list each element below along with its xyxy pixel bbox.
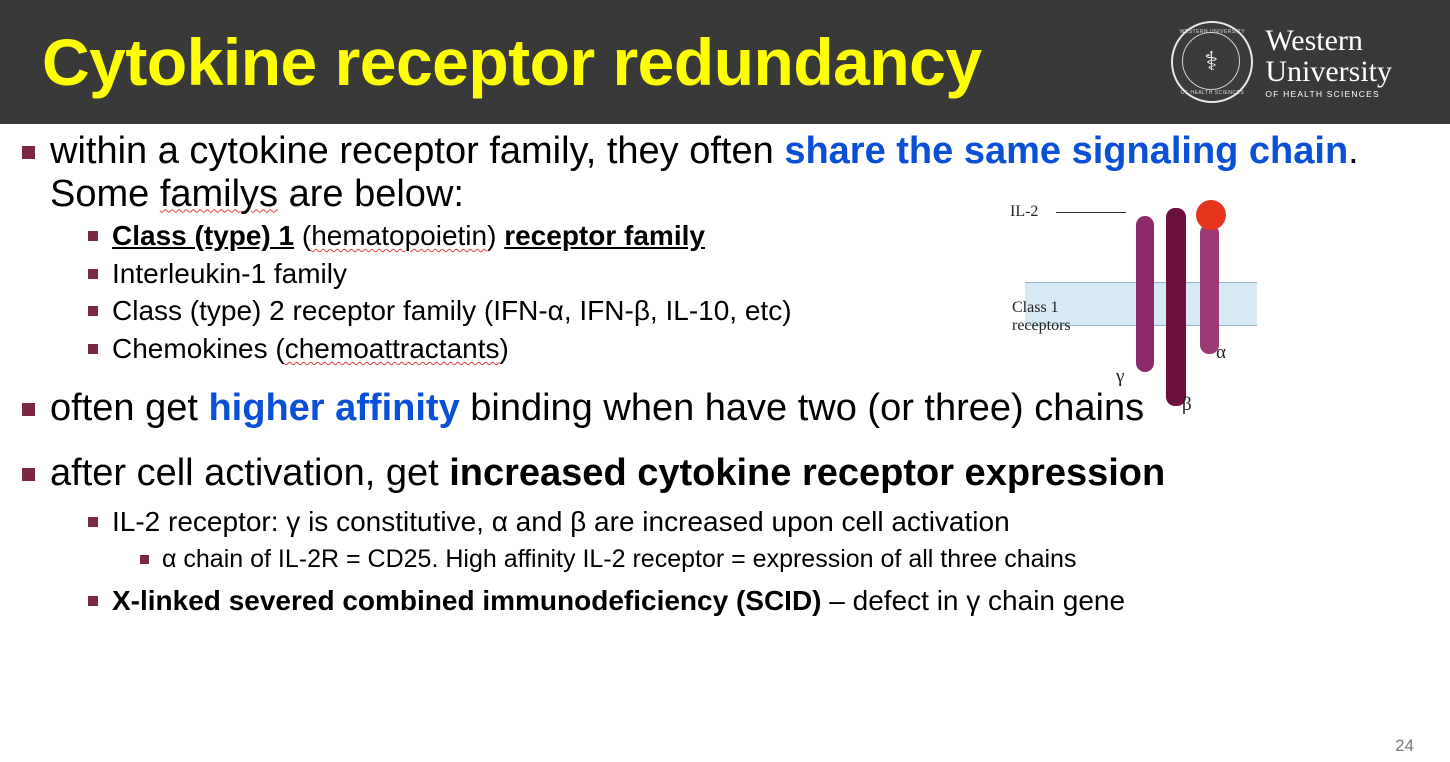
seal-bottom-text: OF HEALTH SCIENCES [1180,90,1245,96]
figure-leader-line [1056,212,1126,213]
figure-label-beta: β [1182,394,1192,415]
sub1-hematopoietin: hematopoietin [311,220,488,252]
sub4-pre: Chemokines ( [112,332,285,364]
bullet-marker [88,306,98,316]
bullet1-part2: . Some [50,130,1359,215]
bullet3-part1: after cell activation, get [50,452,450,495]
bullet-marker [140,555,149,564]
bullet-marker [88,517,98,527]
figure-label-class1 [1012,299,1071,336]
bullet3-sub1-sub: α chain of IL-2R = CD25. High affinity IL-2 receptor = expression of all three chains [162,545,1077,574]
list-item [140,544,1450,574]
university-seal-icon [1171,21,1253,103]
bullet-marker [88,269,98,279]
bullet1-part3: are below: [278,172,464,215]
figure-label-alpha: α [1216,342,1226,363]
list-item [22,452,1450,495]
bullet3-sub2-rest: – defect in γ chain gene [821,585,1126,617]
sub4-chemoattractants: chemoattractants [284,332,500,364]
figure-label-class1-line1: Class 1 [1012,299,1059,316]
seal-top-text: WESTERN UNIVERSITY [1179,29,1246,35]
list-item [88,505,1450,539]
logo-line-2: University [1265,54,1392,88]
il2-ligand-icon [1196,200,1226,230]
sub3-text: Class (type) 2 receptor family (IFN-α, IFN-β, IL-10, etc) [112,295,792,327]
sub1-class-type1: Class (type) 1 [112,220,295,252]
gamma-chain-cap [1136,216,1154,238]
beta-chain-cap [1166,208,1186,232]
beta-chain [1166,216,1186,406]
bullet2-highlight: higher affinity [208,387,460,430]
bullet3-sub2-bold: X-linked severed combined immunodeficiency (SCID) [112,585,822,617]
bullet-marker [22,403,35,416]
bullet-marker [88,231,98,241]
bullet-marker [88,344,98,354]
caduceus-icon: ⚕ [1204,46,1219,76]
gamma-chain [1136,222,1154,372]
bullet1-highlight: share the same signaling chain [784,130,1349,172]
sub1-mid2: ) [487,220,505,252]
logo-wordmark [1265,23,1392,99]
bullet3-bold: increased cytokine receptor expression [449,452,1166,495]
bullet1-misspelling: familys [159,172,279,215]
sub2-text: Interleukin-1 family [112,257,347,289]
page-number: 24 [1395,736,1414,755]
bullet-marker [22,468,35,481]
bullet3-sub1: IL-2 receptor: γ is constitutive, α and β are increased upon cell activation [112,505,1010,537]
bullet-marker [22,146,35,159]
sub1-receptor-family: receptor family [504,220,705,252]
sub4-post: ) [499,332,509,364]
page-title: Cytokine receptor redundancy [42,25,982,99]
western-university-logo [1171,22,1392,102]
figure-label-il2: IL-2 [1010,203,1039,220]
slide-body [0,124,1450,762]
list-item [88,584,1450,618]
sub1-mid: ( [294,220,312,252]
alpha-chain [1200,224,1219,354]
figure-label-gamma: γ [1116,366,1125,387]
bullet-marker [88,596,98,606]
bullet2-part1: often get [50,387,209,430]
logo-line-3: OF HEALTH SCIENCES [1265,88,1380,99]
figure-label-class1-line2: receptors [1012,317,1071,335]
bullet1-part1: within a cytokine receptor family, they often [50,130,785,172]
logo-line-1: Western [1265,23,1363,57]
il2-receptor-diagram [1010,194,1265,444]
slide-header [0,0,1450,124]
bullet2-part2: binding when have two (or three) chains [459,387,1145,430]
